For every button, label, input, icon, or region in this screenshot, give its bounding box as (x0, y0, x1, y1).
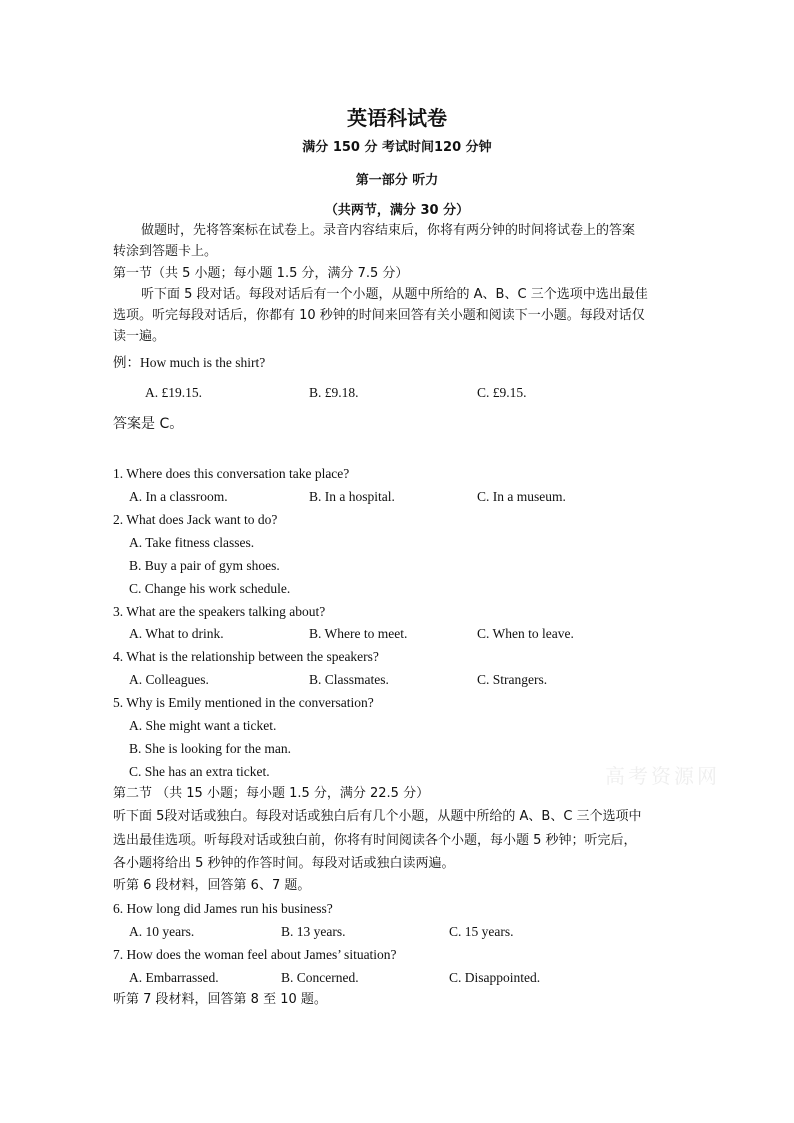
question-3-option-b: B. Where to meet. (309, 626, 408, 641)
section2-desc-1: 听下面 5段对话或独白。每段对话或独白后有几个小题，从题中所给的 A、B、C 三个选项中 (113, 809, 642, 824)
watermark: 高考资源网 (605, 764, 720, 788)
question-2-option-a: A. Take fitness classes. (129, 535, 255, 550)
material-6-heading: 听第 6 段材料，回答第 6、7 题。 (113, 878, 311, 893)
section1-heading: 第一节（共 5 小题；每小题 1.5 分，满分 7.5 分） (113, 266, 409, 281)
example-answer: 答案是 C。 (113, 416, 184, 432)
part-title: 第一部分 听力 (355, 173, 439, 188)
instructions-line-2: 转涂到答题卡上。 (113, 244, 218, 259)
question-5-option-b: B. She is looking for the man. (129, 741, 291, 756)
question-2: 2. What does Jack want to do? (113, 512, 278, 527)
question-6: 6. How long did James run his business? (113, 901, 333, 916)
question-3: 3. What are the speakers talking about? (113, 604, 326, 619)
question-6-option-b: B. 13 years. (281, 924, 346, 939)
section1-desc-3: 读一遍。 (113, 329, 166, 344)
exam-title: 英语科试卷 (347, 106, 447, 130)
instructions-line-1: 做题时，先将答案标在试卷上。录音内容结束后，你将有两分钟的时间将试卷上的答案 (141, 223, 636, 238)
question-7-option-b: B. Concerned. (281, 970, 359, 985)
question-2-option-b: B. Buy a pair of gym shoes. (129, 558, 280, 573)
question-1-option-a: A. In a classroom. (129, 489, 228, 504)
question-2-option-c: C. Change his work schedule. (129, 581, 291, 596)
exam-subtitle: 满分 150 分 考试时间120 分钟 (302, 140, 492, 155)
question-4-option-b: B. Classmates. (309, 672, 389, 687)
example-option-b: B. £9.18. (309, 385, 359, 400)
question-5-option-a: A. She might want a ticket. (129, 718, 277, 733)
question-1: 1. Where does this conversation take place? (113, 466, 350, 481)
question-7: 7. How does the woman feel about James’ situation? (113, 947, 397, 962)
section2-desc-3: 各小题将给出 5 秒钟的作答时间。每段对话或独白读两遍。 (113, 856, 455, 871)
question-4-option-a: A. Colleagues. (129, 672, 209, 687)
part-note: （共两节，满分 30 分） (324, 203, 470, 218)
section1-desc-1: 听下面 5 段对话。每段对话后有一个小题，从题中所给的 A、B、C 三个选项中选出最佳 (141, 287, 648, 302)
question-6-option-a: A. 10 years. (129, 924, 195, 939)
question-5: 5. Why is Emily mentioned in the conversation? (113, 695, 374, 710)
question-7-option-a: A. Embarrassed. (129, 970, 219, 985)
material-7-heading: 听第 7 段材料，回答第 8 至 10 题。 (113, 992, 327, 1007)
section2-heading: 第二节 （共 15 小题；每小题 1.5 分，满分 22.5 分） (113, 786, 430, 801)
question-3-option-c: C. When to leave. (477, 626, 574, 641)
question-3-option-a: A. What to drink. (129, 626, 224, 641)
section1-desc-2: 选项。听完每段对话后，你都有 10 秒钟的时间来回答有关小题和阅读下一小题。每段对话仅 (113, 308, 645, 323)
question-1-option-b: B. In a hospital. (309, 489, 395, 504)
question-6-option-c: C. 15 years. (449, 924, 514, 939)
example-question: 例：How much is the shirt? (113, 355, 266, 370)
question-4-option-c: C. Strangers. (477, 672, 548, 687)
question-1-option-c: C. In a museum. (477, 489, 566, 504)
example-option-a: A. £19.15. (145, 385, 202, 400)
example-option-c: C. £9.15. (477, 385, 527, 400)
section2-desc-2: 选出最佳选项。听每段对话或独白前，你将有时间阅读各个小题，每小题 5 秒钟；听完后， (113, 833, 637, 848)
question-4: 4. What is the relationship between the speakers? (113, 649, 379, 664)
question-5-option-c: C. She has an extra ticket. (129, 764, 270, 779)
question-7-option-c: C. Disappointed. (449, 970, 541, 985)
